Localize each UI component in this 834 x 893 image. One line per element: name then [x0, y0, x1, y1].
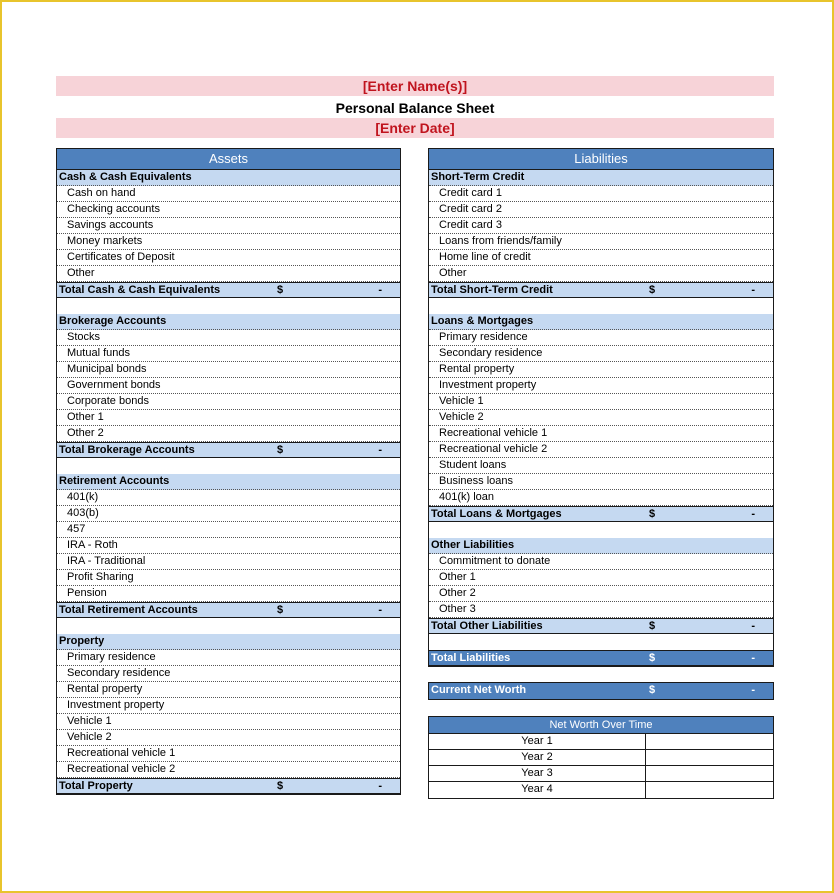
line-item[interactable] — [429, 410, 773, 426]
year-label: Year 2 — [429, 750, 646, 765]
liabilities-rows — [429, 170, 773, 634]
currency-symbol: $ — [277, 604, 284, 616]
year-label: Year 1 — [429, 734, 646, 749]
row-label: Investment property — [439, 379, 537, 391]
line-item[interactable] — [429, 250, 773, 266]
net-worth-currency: $ — [649, 684, 656, 696]
year-label: Year 4 — [429, 782, 646, 798]
section-header — [57, 314, 400, 330]
row-label: Profit Sharing — [67, 571, 134, 583]
currency-symbol: $ — [649, 508, 656, 520]
line-item[interactable] — [429, 346, 773, 362]
current-net-worth-row — [428, 682, 774, 700]
line-item[interactable] — [429, 330, 773, 346]
year-row — [429, 782, 773, 798]
row-label: Business loans — [439, 475, 513, 487]
line-item[interactable] — [57, 250, 400, 266]
liabilities-heading: Liabilities — [429, 149, 773, 170]
assets-rows — [57, 170, 400, 794]
row-label: Vehicle 1 — [67, 715, 112, 727]
row-label: Money markets — [67, 235, 143, 247]
line-item[interactable] — [57, 762, 400, 778]
net-worth-value[interactable]: - — [751, 684, 755, 696]
page-title: Personal Balance Sheet — [335, 100, 495, 116]
line-item[interactable] — [429, 218, 773, 234]
row-label: Government bonds — [67, 379, 161, 391]
line-item[interactable] — [429, 570, 773, 586]
row-label: Student loans — [439, 459, 507, 471]
total-liabilities-label: Total Liabilities — [431, 652, 511, 664]
total-liabilities-currency: $ — [649, 652, 656, 664]
year-label: Year 3 — [429, 766, 646, 781]
row-label: Total Retirement Accounts — [59, 604, 198, 616]
row-label: Other — [439, 267, 467, 279]
total-value[interactable]: - — [378, 444, 382, 456]
line-item[interactable] — [57, 698, 400, 714]
total-value[interactable]: - — [751, 620, 755, 632]
spacer-row — [57, 458, 400, 474]
row-label: IRA - Traditional — [67, 555, 146, 567]
row-label: 401(k) — [67, 491, 99, 503]
line-item[interactable] — [429, 266, 773, 282]
spacer-row — [429, 298, 773, 314]
line-item[interactable] — [57, 202, 400, 218]
year-value-cell[interactable] — [646, 750, 773, 765]
row-label: Mutual funds — [67, 347, 130, 359]
row-label: Total Short-Term Credit — [431, 284, 553, 296]
line-item[interactable] — [57, 650, 400, 666]
line-item[interactable] — [429, 442, 773, 458]
line-item[interactable] — [57, 186, 400, 202]
total-row — [57, 778, 400, 794]
total-value[interactable]: - — [378, 780, 382, 792]
section-header — [57, 474, 400, 490]
date-field[interactable]: [Enter Date] — [56, 118, 774, 138]
row-label: Cash on hand — [67, 187, 136, 199]
row-label: Recreational vehicle 2 — [67, 763, 176, 775]
net-worth-over-time-heading: Net Worth Over Time — [429, 717, 773, 734]
row-label: Brokerage Accounts — [59, 315, 167, 327]
row-label: Secondary residence — [439, 347, 543, 359]
spacer-row — [57, 298, 400, 314]
row-label: Recreational vehicle 2 — [439, 443, 548, 455]
total-row — [429, 618, 773, 634]
line-item[interactable] — [57, 346, 400, 362]
line-item[interactable] — [429, 378, 773, 394]
line-item[interactable] — [57, 746, 400, 762]
year-row — [429, 750, 773, 766]
total-value[interactable]: - — [751, 508, 755, 520]
row-label: Rental property — [67, 683, 143, 695]
row-label: Stocks — [67, 331, 101, 343]
row-label: Pension — [67, 587, 107, 599]
row-label: Vehicle 2 — [439, 411, 484, 423]
section-header — [57, 170, 400, 186]
row-label: Total Loans & Mortgages — [431, 508, 562, 520]
row-label: Vehicle 2 — [67, 731, 112, 743]
line-item[interactable] — [57, 394, 400, 410]
row-label: Primary residence — [67, 651, 156, 663]
row-label: Other Liabilities — [431, 539, 515, 551]
total-row — [57, 602, 400, 618]
total-row — [429, 282, 773, 298]
row-label: Total Brokerage Accounts — [59, 444, 195, 456]
row-label: Loans & Mortgages — [431, 315, 534, 327]
row-label: Municipal bonds — [67, 363, 147, 375]
row-label: Total Property — [59, 780, 133, 792]
spacer-row — [429, 634, 773, 650]
line-item[interactable] — [57, 570, 400, 586]
spacer-row — [57, 618, 400, 634]
row-label: Secondary residence — [67, 667, 171, 679]
row-label: IRA - Roth — [67, 539, 118, 551]
row-label: Investment property — [67, 699, 165, 711]
currency-symbol: $ — [277, 444, 284, 456]
line-item[interactable] — [429, 602, 773, 618]
row-label: Cash & Cash Equivalents — [59, 171, 192, 183]
row-label: Recreational vehicle 1 — [439, 427, 548, 439]
line-item[interactable] — [57, 538, 400, 554]
currency-symbol: $ — [649, 284, 656, 296]
row-label: Certificates of Deposit — [67, 251, 175, 263]
line-item[interactable] — [429, 202, 773, 218]
year-row — [429, 734, 773, 750]
total-value[interactable]: - — [751, 284, 755, 296]
row-label: Total Cash & Cash Equivalents — [59, 284, 221, 296]
assets-column — [56, 148, 401, 795]
line-item[interactable] — [57, 554, 400, 570]
net-worth-label: Current Net Worth — [431, 684, 527, 696]
line-item[interactable] — [429, 426, 773, 442]
line-item[interactable] — [57, 522, 400, 538]
line-item[interactable] — [57, 666, 400, 682]
row-label: Primary residence — [439, 331, 528, 343]
line-item[interactable] — [57, 586, 400, 602]
row-label: Home line of credit — [439, 251, 531, 263]
liabilities-column — [428, 148, 774, 667]
row-label: Vehicle 1 — [439, 395, 484, 407]
row-label: Other 1 — [439, 571, 476, 583]
section-header — [57, 634, 400, 650]
line-item[interactable] — [429, 474, 773, 490]
row-label: 457 — [67, 523, 86, 535]
line-item[interactable] — [57, 362, 400, 378]
total-row — [429, 506, 773, 522]
line-item[interactable] — [57, 714, 400, 730]
row-label: Corporate bonds — [67, 395, 149, 407]
line-item[interactable] — [57, 682, 400, 698]
total-row — [57, 442, 400, 458]
row-label: Rental property — [439, 363, 515, 375]
row-label: Property — [59, 635, 105, 647]
line-item[interactable] — [57, 490, 400, 506]
currency-symbol: $ — [277, 780, 284, 792]
line-item[interactable] — [429, 394, 773, 410]
section-header — [429, 538, 773, 554]
row-label: Credit card 1 — [439, 187, 502, 199]
line-item[interactable] — [57, 410, 400, 426]
row-label: Other 3 — [439, 603, 476, 615]
currency-symbol: $ — [649, 620, 656, 632]
total-value[interactable]: - — [378, 284, 382, 296]
line-item[interactable] — [429, 490, 773, 506]
row-label: Other 2 — [67, 427, 104, 439]
year-value-cell[interactable] — [646, 782, 773, 798]
row-label: Other 1 — [67, 411, 104, 423]
line-item[interactable] — [429, 234, 773, 250]
line-item[interactable] — [57, 730, 400, 746]
line-item[interactable] — [429, 458, 773, 474]
line-item[interactable] — [57, 378, 400, 394]
line-item[interactable] — [57, 266, 400, 282]
currency-symbol: $ — [277, 284, 284, 296]
line-item[interactable] — [57, 218, 400, 234]
row-label: Commitment to donate — [439, 555, 551, 567]
spacer-row — [429, 522, 773, 538]
row-label: Checking accounts — [67, 203, 160, 215]
line-item[interactable] — [429, 554, 773, 570]
line-item[interactable] — [57, 506, 400, 522]
row-label: Retirement Accounts — [59, 475, 170, 487]
line-item[interactable] — [429, 186, 773, 202]
section-header — [429, 170, 773, 186]
year-row — [429, 766, 773, 782]
section-header — [429, 314, 773, 330]
row-label: Loans from friends/family — [439, 235, 562, 247]
total-value[interactable]: - — [378, 604, 382, 616]
line-item[interactable] — [57, 330, 400, 346]
year-value-cell[interactable] — [646, 766, 773, 781]
line-item[interactable] — [429, 586, 773, 602]
year-value-cell[interactable] — [646, 734, 773, 749]
line-item[interactable] — [429, 362, 773, 378]
line-item[interactable] — [57, 234, 400, 250]
assets-heading: Assets — [57, 149, 400, 170]
total-liabilities-value[interactable]: - — [751, 652, 755, 664]
total-row — [57, 282, 400, 298]
row-label: 403(b) — [67, 507, 99, 519]
row-label: Credit card 3 — [439, 219, 502, 231]
name-field[interactable]: [Enter Name(s)] — [56, 76, 774, 96]
row-label: Credit card 2 — [439, 203, 502, 215]
row-label: Short-Term Credit — [431, 171, 525, 183]
row-label: Other 2 — [439, 587, 476, 599]
row-label: Savings accounts — [67, 219, 154, 231]
row-label: Recreational vehicle 1 — [67, 747, 176, 759]
row-label: 401(k) loan — [439, 491, 495, 503]
total-liabilities-row — [429, 650, 773, 666]
row-label: Other — [67, 267, 95, 279]
line-item[interactable] — [57, 426, 400, 442]
row-label: Total Other Liabilities — [431, 620, 543, 632]
net-worth-over-time-table — [428, 716, 774, 799]
